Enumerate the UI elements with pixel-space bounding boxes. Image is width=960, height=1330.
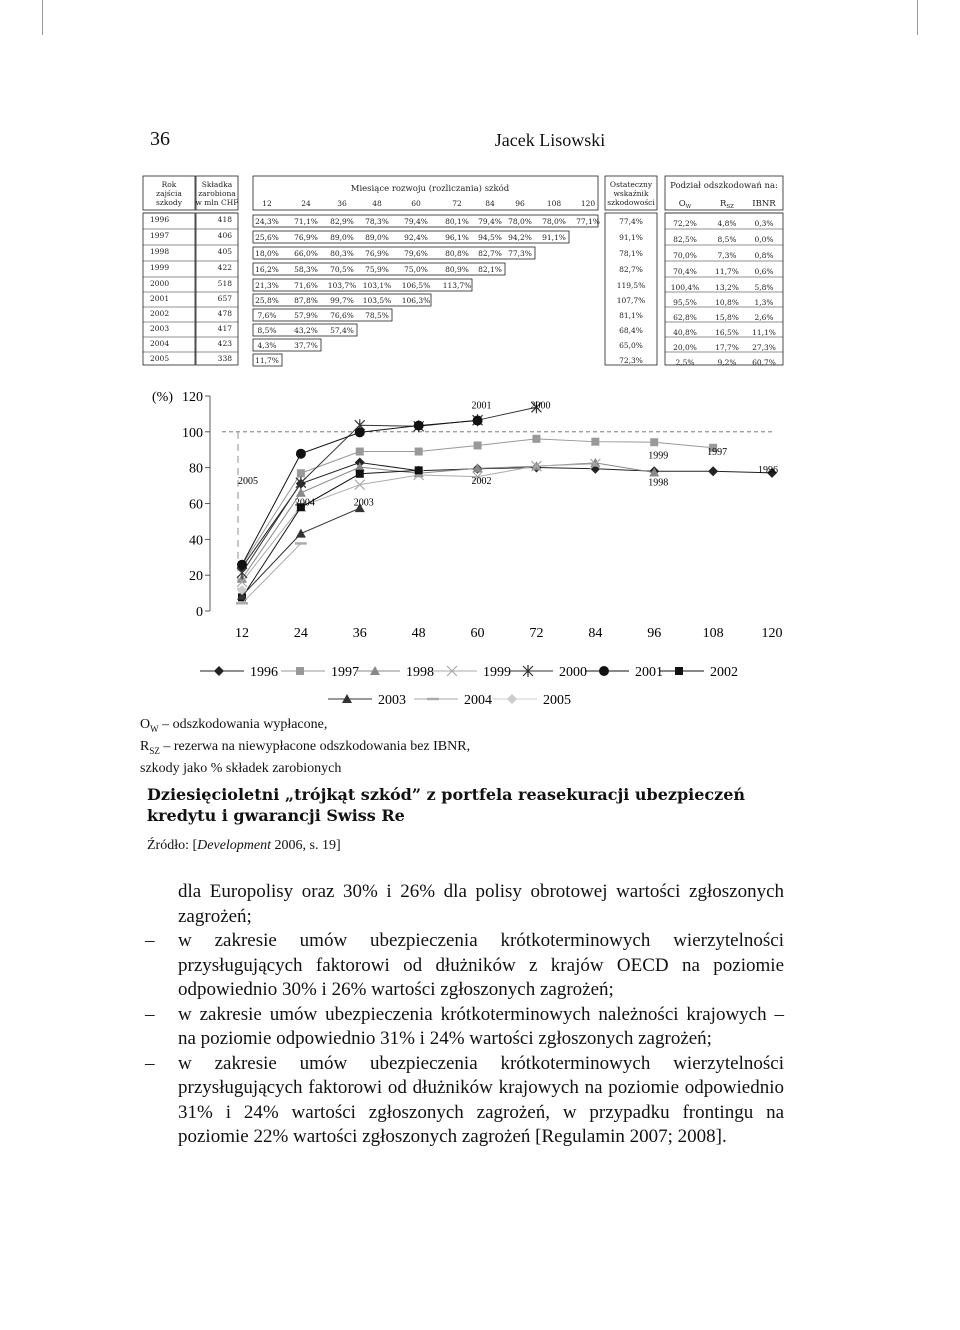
table-cell-premium: 405 xyxy=(217,247,232,256)
table-cell-final: 65,0% xyxy=(619,341,643,350)
marker-square xyxy=(650,438,658,446)
table-cell-value: 78,3% xyxy=(365,217,389,226)
table-cell-value: 75,0% xyxy=(404,265,428,274)
body-text xyxy=(145,880,784,1150)
legend-label: 1996 xyxy=(250,665,278,680)
table-header-month: 36 xyxy=(337,199,347,208)
table-cell-value: 91,1% xyxy=(542,233,566,242)
table-header-year-text: zajścia xyxy=(156,189,182,198)
table-cell-value: 89,0% xyxy=(330,233,354,242)
symbol-legend xyxy=(140,716,470,777)
x-tick-label: 36 xyxy=(352,626,367,641)
table-cell-year: 2002 xyxy=(150,309,170,318)
table-cell-value: 96,1% xyxy=(445,233,469,242)
table-cell-value: 43,2% xyxy=(294,326,318,335)
table-cell-premium: 422 xyxy=(217,263,232,272)
series-line xyxy=(242,462,772,567)
table-cell-value: 80,9% xyxy=(445,265,469,274)
table-cell-ow: 95,5% xyxy=(673,298,697,307)
table-header-final-text: wskaźnik xyxy=(613,189,649,198)
x-tick-label: 96 xyxy=(647,626,662,641)
series-annotation: 1998 xyxy=(648,477,669,489)
table-cell-value: 25,8% xyxy=(255,296,279,305)
table-cell-value: 82,9% xyxy=(330,217,354,226)
list-item: – w zakresie umów ubezpieczenia krótkoterminowych wierzytelności przysługujących faktorowi od dłużników krajowych na poziomie odpowiednio 31% i 24% wartości zgłoszonych zagrożeń, w przypadku frontingu na poziomie 22% wartości zgłoszonych zagrożeń [Regulamin 2007; 2008]. xyxy=(145,1052,784,1147)
table-cell-final: 119,5% xyxy=(616,281,646,290)
table-header-premium-text: zarobiona xyxy=(198,189,236,198)
table-cell-value: 18,0% xyxy=(255,249,279,258)
legend-item-2002 xyxy=(660,665,738,680)
table-cell-value: 57,4% xyxy=(330,326,354,335)
table-cell-value: 99,7% xyxy=(330,296,354,305)
table-cell-ow: 70,4% xyxy=(673,267,697,276)
table-cell-rsz: 7,3% xyxy=(717,251,737,260)
table-cell-premium: 406 xyxy=(217,231,232,240)
table-cell-value: 25,6% xyxy=(255,233,279,242)
x-tick-label: 72 xyxy=(529,626,544,641)
table-cell-value: 4,3% xyxy=(257,341,277,350)
table-cell-ow: 20,0% xyxy=(673,343,697,352)
legend-label: 1999 xyxy=(483,665,511,680)
table-cell-value: 103,5% xyxy=(362,296,392,305)
marker-circle xyxy=(355,427,365,437)
table-cell-value: 71,1% xyxy=(294,217,318,226)
table-header-dev-title: Miesiące rozwoju (rozliczania) szkód xyxy=(350,184,510,194)
table-cell-ibnr: 5,8% xyxy=(754,283,774,292)
series-2001 xyxy=(237,416,483,570)
table-cell-value: 92,4% xyxy=(404,233,428,242)
table-cell-rsz: 13,2% xyxy=(715,283,739,292)
marker-square xyxy=(356,470,364,478)
y-tick-label: 120 xyxy=(182,390,203,405)
table-cell-value: 11,7% xyxy=(255,356,279,365)
table-cell-value: 16,2% xyxy=(255,265,279,274)
marker-circle xyxy=(599,666,609,676)
legend-item-1999 xyxy=(433,665,511,680)
table-header-split-col: $R_{SZ}$ xyxy=(720,199,734,210)
marker-diamond xyxy=(708,466,718,476)
table-header-split-col: $O_W$ xyxy=(678,199,692,210)
x-tick-label: 108 xyxy=(702,626,724,641)
y-tick-label: 0 xyxy=(196,605,203,620)
series-1999 xyxy=(237,459,600,587)
series-annotation: 2005 xyxy=(238,475,258,487)
list-item: – w zakresie umów ubezpieczenia krótkoterminowych należności krajowych – na poziomie odpowiednio 31% i 24% wartości zgłoszonych zagrożeń; xyxy=(145,1003,784,1049)
marker-square xyxy=(474,441,482,449)
table-header-month: 84 xyxy=(485,199,495,208)
table-cell-value: 94,2% xyxy=(508,233,532,242)
marker-circle xyxy=(414,421,424,431)
table-cell-year: 2004 xyxy=(150,339,170,348)
marker-diamond xyxy=(507,694,517,704)
table-cell-ibnr: 11,1% xyxy=(752,328,776,337)
table-cell-ibnr: 0,3% xyxy=(754,219,774,228)
table-cell-value: 76,9% xyxy=(294,233,318,242)
table-cell-rsz: 15,8% xyxy=(715,313,739,322)
table-header-month: 60 xyxy=(411,199,421,208)
marker-square xyxy=(415,466,423,474)
marker-square xyxy=(532,435,540,443)
marker-square xyxy=(675,667,683,675)
table-cell-rsz: 16,5% xyxy=(715,328,739,337)
table-cell-value: 78,0% xyxy=(542,217,566,226)
table-header-year-text: Rok xyxy=(161,180,177,189)
x-tick-label: 48 xyxy=(411,626,426,641)
table-cell-premium: 657 xyxy=(217,294,232,303)
table-cell-rsz: 8,5% xyxy=(717,235,737,244)
legend-label: 1998 xyxy=(406,665,434,680)
legend-item-1997 xyxy=(281,665,359,680)
table-cell-premium: 423 xyxy=(217,339,232,348)
table-cell-final: 81,1% xyxy=(619,311,643,320)
list-item: – w zakresie umów ubezpieczenia krótkoterminowych wierzytelności przysługujących faktorowi od dłużników z krajów OECD na poziomie odpowiednio 30% i 26% wartości zgłoszonych zagrożeń; xyxy=(145,930,784,1000)
table-cell-value: 103,1% xyxy=(362,281,392,290)
table-cell-value: 77,1% xyxy=(576,217,600,226)
legend-item-1998 xyxy=(356,665,434,680)
marker-circle xyxy=(296,449,306,459)
table-cell-final: 68,4% xyxy=(619,326,643,335)
legend-note: szkody jako % składek zarobionych xyxy=(140,760,342,776)
legend-label: 2005 xyxy=(543,693,571,708)
table-header-year-text: szkody xyxy=(156,198,182,207)
marker-square xyxy=(591,438,599,446)
figure-source: Źródło: [Development 2006, s. 19] xyxy=(147,838,341,853)
y-tick-label: 80 xyxy=(189,461,203,477)
table-cell-year: 2005 xyxy=(150,354,170,363)
series-annotation: 1999 xyxy=(648,450,669,462)
loss-triangle-table xyxy=(0,0,960,380)
marker-square xyxy=(297,469,305,477)
y-axis-label: (%) xyxy=(152,390,173,405)
marker-dash xyxy=(427,698,439,700)
table-cell-value: 24,3% xyxy=(255,217,279,226)
marker-x xyxy=(355,480,365,490)
legend-label: 1997 xyxy=(331,665,359,680)
table-cell-value: 89,0% xyxy=(365,233,389,242)
table-header-month: 108 xyxy=(546,199,562,208)
loss-development-chart xyxy=(0,382,960,712)
marker-dash xyxy=(236,602,248,604)
y-tick-label: 40 xyxy=(189,533,203,549)
table-cell-ow: 70,0% xyxy=(673,251,697,260)
table-cell-value: 57,9% xyxy=(294,311,318,320)
table-cell-value: 103,7% xyxy=(327,281,357,290)
table-cell-year: 1996 xyxy=(150,215,170,224)
table-cell-rsz: 9,2% xyxy=(717,358,737,367)
table-cell-value: 80,1% xyxy=(445,217,469,226)
table-cell-value: 58,3% xyxy=(294,265,318,274)
series-1996 xyxy=(237,457,777,572)
table-header-month: 24 xyxy=(301,199,311,208)
table-cell-final: 77,4% xyxy=(619,217,643,226)
table-cell-premium: 478 xyxy=(217,309,232,318)
table-header-final-text: szkodowości xyxy=(607,198,655,207)
series-annotation: 2000 xyxy=(530,400,551,412)
table-cell-value: 21,3% xyxy=(255,281,279,290)
table-cell-value: 8,5% xyxy=(257,326,277,335)
table-header-premium-text: w mln CHF xyxy=(195,198,239,207)
table-cell-premium: 417 xyxy=(217,324,232,333)
y-tick-label: 60 xyxy=(189,497,203,513)
table-cell-final: 91,1% xyxy=(619,233,643,242)
table-cell-rsz: 4,8% xyxy=(717,219,737,228)
table-cell-value: 77,3% xyxy=(508,249,532,258)
table-header-split-title: Podział odszkodowań na: xyxy=(670,181,778,191)
marker-dash xyxy=(295,542,307,544)
table-header-month: 12 xyxy=(262,199,272,208)
table-cell-rsz: 10,8% xyxy=(715,298,739,307)
table-cell-year: 2000 xyxy=(150,279,170,288)
table-cell-ow: 62,8% xyxy=(673,313,697,322)
table-cell-value: 94,5% xyxy=(478,233,502,242)
x-tick-label: 60 xyxy=(470,626,485,641)
series-annotation: 2004 xyxy=(294,497,315,509)
table-header-month: 120 xyxy=(580,199,596,208)
y-tick-label: 100 xyxy=(182,425,203,441)
legend-item-2000 xyxy=(509,665,587,680)
legend-item-2005 xyxy=(493,693,571,708)
table-cell-final: 82,7% xyxy=(619,265,643,274)
table-header-split-col: IBNR xyxy=(752,199,776,209)
table-cell-ow: 72,2% xyxy=(673,219,697,228)
x-tick-label: 120 xyxy=(761,626,783,641)
table-header-month: 72 xyxy=(452,199,462,208)
table-cell-value: 82,7% xyxy=(478,249,502,258)
table-cell-ibnr: 60,7% xyxy=(752,358,776,367)
table-cell-ibnr: 1,3% xyxy=(754,298,774,307)
legend-rsz: $R_{SZ}$ – rezerwa na niewypłacone odszkodowania bez IBNR, xyxy=(140,738,471,756)
table-cell-year: 1998 xyxy=(150,247,170,256)
table-cell-final: 72,3% xyxy=(619,356,643,365)
marker-square xyxy=(296,667,304,675)
series-line xyxy=(242,470,419,597)
table-cell-year: 2001 xyxy=(150,294,170,303)
table-cell-value: 80,3% xyxy=(330,249,354,258)
body-paragraph: dla Europolisy oraz 30% i 26% dla polisy obrotowej wartości zgłoszonych zagrożeń; xyxy=(178,881,784,927)
table-cell-ibnr: 27,3% xyxy=(752,343,776,352)
page-number: 36 xyxy=(150,128,170,150)
table-cell-year: 2003 xyxy=(150,324,170,333)
table-cell-ibnr: 0,6% xyxy=(754,267,774,276)
table-header-month: 48 xyxy=(372,199,382,208)
table-cell-ibnr: 2,6% xyxy=(754,313,774,322)
table-cell-value: 78,0% xyxy=(508,217,532,226)
table-cell-value: 87,8% xyxy=(294,296,318,305)
table-cell-value: 71,6% xyxy=(294,281,318,290)
table-header-premium-text: Składka xyxy=(201,180,233,189)
marker-circle xyxy=(237,560,247,570)
table-cell-year: 1997 xyxy=(150,231,170,240)
table-cell-value: 76,9% xyxy=(365,249,389,258)
series-annotation: 2001 xyxy=(471,400,492,412)
series-annotation: 1997 xyxy=(707,447,728,459)
marker-triangle xyxy=(590,458,600,467)
table-cell-value: 106,3% xyxy=(401,296,431,305)
marker-triangle xyxy=(296,529,306,538)
table-cell-ibnr: 0,0% xyxy=(754,235,774,244)
table-header-final-text: Ostateczny xyxy=(609,180,653,189)
series-line xyxy=(242,508,360,596)
table-cell-value: 80,8% xyxy=(445,249,469,258)
series-annotation: 2002 xyxy=(471,475,492,487)
series-annotation: 2003 xyxy=(353,497,374,509)
marker-circle xyxy=(473,416,483,426)
legend-label: 2004 xyxy=(464,693,492,708)
table-cell-value: 106,5% xyxy=(401,281,431,290)
running-header-author: Jacek Lisowski xyxy=(494,130,606,150)
table-cell-value: 66,0% xyxy=(294,249,318,258)
figure-title: Dziesięcioletni „trójkąt szkód” z portfela reasekuracji ubezpieczeń kredytu i gwarancji Swiss Re xyxy=(147,785,746,825)
legend-label: 2003 xyxy=(378,693,406,708)
legend-item-2001 xyxy=(585,665,663,680)
legend-label: 2002 xyxy=(710,665,738,680)
table-cell-final: 78,1% xyxy=(619,249,643,258)
series-annotation: 1996 xyxy=(758,465,778,477)
table-cell-value: 75,9% xyxy=(365,265,389,274)
x-tick-label: 84 xyxy=(588,626,603,641)
table-cell-value: 79,6% xyxy=(404,249,428,258)
table-cell-ow: 100,4% xyxy=(670,283,700,292)
x-tick-label: 24 xyxy=(293,626,308,641)
marker-square xyxy=(415,448,423,456)
table-cell-ibnr: 0,8% xyxy=(754,251,774,260)
table-cell-ow: 2,5% xyxy=(675,358,695,367)
legend-item-2004 xyxy=(414,693,492,708)
table-cell-value: 79,4% xyxy=(404,217,428,226)
x-tick-label: 12 xyxy=(235,626,249,641)
table-cell-value: 37,7% xyxy=(294,341,318,350)
table-cell-value: 78,5% xyxy=(365,311,389,320)
legend-label: 2000 xyxy=(559,665,587,680)
legend-item-2003 xyxy=(328,693,406,708)
y-tick-label: 20 xyxy=(189,569,203,585)
table-cell-ow: 40,8% xyxy=(673,328,697,337)
marker-square xyxy=(356,448,364,456)
table-cell-value: 70,5% xyxy=(330,265,354,274)
table-cell-ow: 82,5% xyxy=(673,235,697,244)
table-cell-value: 7,6% xyxy=(257,311,277,320)
table-cell-premium: 418 xyxy=(217,215,232,224)
table-header-month: 96 xyxy=(515,199,525,208)
marker-diamond xyxy=(214,666,224,676)
legend-ow: $O_W$ – odszkodowania wypłacone, xyxy=(140,717,328,734)
legend-label: 2001 xyxy=(635,665,663,680)
table-cell-rsz: 11,7% xyxy=(715,267,739,276)
table-cell-year: 1999 xyxy=(150,263,170,272)
table-cell-value: 82,1% xyxy=(478,265,502,274)
table-cell-premium: 338 xyxy=(217,354,232,363)
table-cell-value: 113,7% xyxy=(442,281,472,290)
table-cell-premium: 518 xyxy=(217,279,232,288)
table-cell-final: 107,7% xyxy=(616,296,646,305)
table-cell-rsz: 17,7% xyxy=(715,343,739,352)
legend-item-1996 xyxy=(200,665,278,680)
table-cell-value: 76,6% xyxy=(330,311,354,320)
table-cell-value: 79,4% xyxy=(478,217,502,226)
